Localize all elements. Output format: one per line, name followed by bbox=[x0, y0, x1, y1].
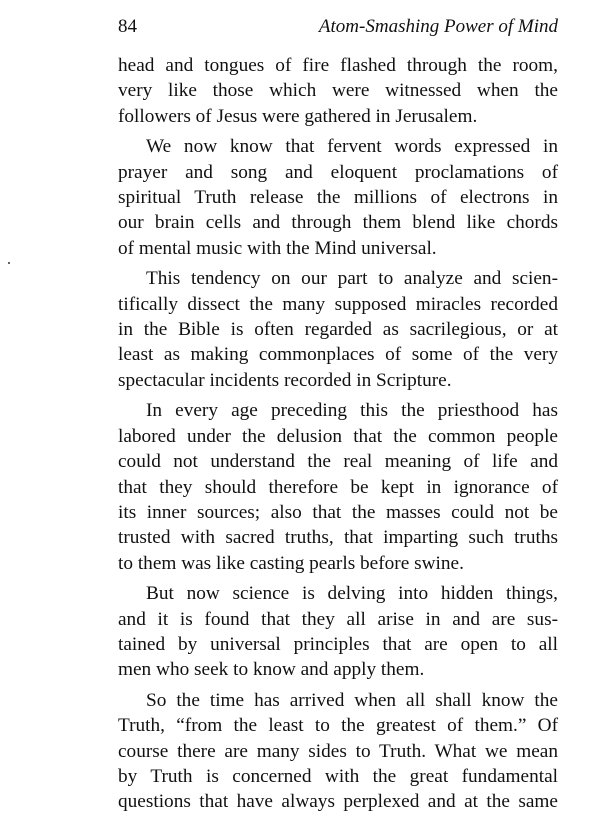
paragraph bbox=[118, 688, 558, 815]
text-line: by Truth is concerned with the great fundamental bbox=[118, 765, 558, 787]
text-line: head and tongues of fire flashed through the room, bbox=[118, 55, 558, 76]
text-line: of mental music with the Mind universal. bbox=[118, 237, 437, 259]
scan-speck bbox=[8, 262, 10, 264]
paragraph bbox=[118, 398, 558, 576]
text-line: Truth, “from the least to the greatest of them.” Of bbox=[118, 715, 558, 737]
text-line: very like those which were witnessed when the bbox=[118, 80, 558, 102]
text-line: followers of Jesus were gathered in Jerusalem. bbox=[118, 105, 478, 127]
text-line: our brain cells and through them blend like chords bbox=[118, 212, 558, 234]
text-line: least as making commonplaces of some of the very bbox=[118, 344, 558, 366]
text-line: course there are many sides to Truth. What we mean bbox=[118, 740, 558, 762]
text-line: trusted with sacred truths, that imparting such truths bbox=[118, 527, 558, 549]
text-line: But now science is delving into hidden things, bbox=[146, 583, 558, 605]
page-number: 84 bbox=[118, 16, 137, 37]
text-line: tifically dissect the many supposed miracles recorded bbox=[118, 293, 558, 315]
text-line: We now know that fervent words expressed in bbox=[146, 136, 558, 158]
text-line: spectacular incidents recorded in Scripture. bbox=[118, 369, 452, 391]
paragraph bbox=[118, 266, 558, 393]
text-line: men who seek to know and apply them. bbox=[118, 659, 425, 681]
text-line: prayer and song and eloquent proclamations of bbox=[118, 161, 558, 183]
body-text bbox=[118, 53, 558, 820]
text-line: tained by universal principles that are open to all bbox=[118, 633, 558, 655]
text-line: labored under the delusion that the common people bbox=[118, 425, 558, 447]
text-line: In every age preceding this the priesthood has bbox=[146, 400, 558, 422]
text-line: to them was like casting pearls before swine. bbox=[118, 552, 464, 574]
text-line: So the time has arrived when all shall know the bbox=[146, 689, 558, 711]
text-line: could not understand the real meaning of life and bbox=[118, 451, 558, 473]
paragraph bbox=[118, 53, 558, 129]
text-line: spiritual Truth release the millions of electrons in bbox=[118, 187, 558, 209]
paragraph bbox=[118, 134, 558, 261]
text-line: questions that have always perplexed and at the same bbox=[118, 791, 558, 813]
text-line: This tendency on our part to analyze and scien- bbox=[146, 268, 558, 290]
text-line: in the Bible is often regarded as sacrilegious, or at bbox=[118, 319, 558, 341]
running-title: Atom-Smashing Power of Mind bbox=[318, 16, 558, 37]
text-line: and it is found that they all arise in and are sus- bbox=[118, 608, 558, 630]
text-line: that they should therefore be kept in ignorance of bbox=[118, 476, 558, 498]
page-header bbox=[118, 16, 558, 46]
text-line: its inner sources; also that the masses could not be bbox=[118, 501, 558, 523]
paragraph bbox=[118, 581, 558, 683]
